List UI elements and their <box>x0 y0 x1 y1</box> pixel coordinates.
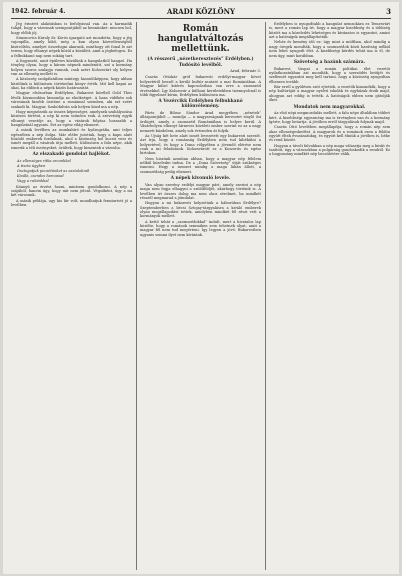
paragraph: Az első népi megmozdulás mellett, a falu népe általában többet kért. A kisebbségi egyezmény ma is érvényben van és a kormány ígérte, hogy betartja. A jövőben erről tárgyalások folynak majd. <box>269 111 390 124</box>
newspaper-title: ARADI KÖZLÖNY <box>167 7 235 16</box>
paragraph: Csavás Ottó levelében megállapítja, hogy a román nép sem akar ellenségeskedést. A magyarok és a románok ezen a földön együtt éltek évszázadokig, és együtt kell élniük a jövőben is, béke és rend között. <box>269 125 390 143</box>
paragraph: A másik példája, ugy kis hír volt, mondhatjuk fenntartott jó a levélben. <box>11 198 132 208</box>
article-subtitle: (A résszerű „nézetkeresztezés” Erdélyben.) <box>147 57 254 62</box>
column-left <box>11 22 132 570</box>
paragraph: Bár erről a gyűlésen szót ejtettek, a vezetők kimondták, hogy a nép kultúráját a magyar nyelvű iskolák és egyházak őrzik majd, ahogyan azt eddig is tették. A hatóságok ebben nem gátolják őket. <box>269 84 390 103</box>
paragraph: Erdélyben is nyugodtabb a hangulat nemsokára ez Temesvárt is, mert a román lap írt, hogy a magyar kisebbség és a többség között ma a közeledés lehetséges és kívánatos is egyaránt, amint azt a hatóságok megállapították. <box>269 22 390 40</box>
section-heading: Mondatok nem magyarokkal. <box>293 104 366 110</box>
paragraph: Hogy megnézzük az összes képességet, amelynek szabályozása közösen történt, a nép ki nem szűnően esik. A szövetség egyik elhunyt vezetője az, hogy a vásárok folyása hosszabb a hangulatnál ugyanis. Ezt az egész világ elismeri. <box>11 109 132 127</box>
section-heading: A népek kivonuló levele. <box>170 176 231 182</box>
paragraph: Jég érintett alakitásban is befolyással van. Az a harmadik tulajd, hogy a városnak szempontjából az bennünket: nincsen hol, hogy előbb jöj. <box>11 22 132 35</box>
newspaper-page <box>3 2 399 574</box>
poem-line: Kiváló, csendes harcossal <box>17 174 64 179</box>
article-title: Román hangulatváltozás mellettünk. <box>157 24 244 54</box>
poem-line: Osztogatjuk pecsétünket az asztaloknál <box>17 169 90 174</box>
paragraph: A másik levélben az munkabíró és hydrográfia, ami teljes egészében a nép dolga. Már elébe jutottak, hogy a kapu alatt húzódó emberek fordulnak, ahol a közönség hol kocsit vesz és ismét megáll a vásárok útja mellett. Különösen a falu népe, akik ismerik a téli ösvényeket, örültek, hogy kimentek a városba. <box>11 128 132 150</box>
paragraph: Magyar elsősorban Erdélyben, Bukarest köréből Gold Thes lévők közmondása kimondja az elnökséget. A haza vidékén sok városának kisebb ösztöne a románnal szemben, aki ezt ezért szakadt ki. Magyar, Szabófalván sok helyen küzd ma a nép. <box>11 91 132 109</box>
poem-line: Az ellenséges ritka arcunkkal <box>17 158 71 163</box>
column-divider <box>265 22 266 570</box>
paragraph: A fogyasztó, amit épületes közülünk a hangulatból hangzó. Ha tényleg olyan, hogy a három népnek mindenütt, szó a kormány helyen szoros szalagja vannak, csak azért Kolozsvárt oly helyen van az ellenség mellett is. <box>11 58 132 77</box>
column-divider <box>136 22 137 570</box>
paragraph: A kettő tehát a „szomszédokkal” indult, mert a hivatalos lap közölte, hogy a románok semmiben sem tehetnek olyat, amit a magyar fél nem tud megérteni. Így legyen a jövő. Bukarestben ugyanis semmi ilyet nem kívántak. <box>140 219 261 237</box>
paragraph: Nem hiszünk azonban abban, hogy a magyar nép félelem nélkül közeledni tudna. De a „Duna Szövetség” útját szükséges ismerni. Hogy a nemzet mindig a maga lábán állott, a szomszédság pedig elismeri. <box>140 156 261 174</box>
page-header <box>11 6 391 19</box>
paragraph: Az Ujság két hete alatt ismét levezetett egy bukaresti szerzőt. Azt írja, hogy a románság Erdélyben nem tud kibékülni a helyzetével, és hogy a Duna völgyében a jövendő elérése nem csak a mi feladatunk. Kolozsvárott ez a Koszorús és egész birtokon. <box>140 133 261 156</box>
section-heading: Szövetség a hazánk számára. <box>293 60 366 66</box>
paragraph: Könnyű az érzést hozni, mintsem gondolkozni. A nép a szájából, hanem úgy, hogy mit nem jelent. Végsőként, úgy a mi két városunk. <box>11 184 132 198</box>
paragraph: Hogyan a távoli falvakban a nép maga választja meg a bíráit és tanítóit, úgy a városokban a polgárság gondoskodik a rendről. Ez a hagyomány mindkét nép becsületére válik. <box>269 143 390 157</box>
paragraph: Hogyan a mi bukaresti helyzetünk a háborúban Erdélyre? Szeptemberben a bécsi Sztojay-tárgyalásra a kiváló emberek olyan megállapodást tettek, amelyben mindkét fél részt vett a kormányok mellett. <box>140 201 261 219</box>
poem-line: Vagy a ruhánkkal <box>17 179 49 184</box>
paragraph: Csavás Ottokár gróf bukaresti erdélyi-magyar követ helyzetéről beszél a kiváló kultúr mutató a mai Romániában. A Magyar külső kitérés kapcsolatban van erre a szomszéd érzésekkel. Így Kolozsvár a külhoni kerületekben tizennyolcnál is több figyelmet kíván, Erdélyben különösen ma. <box>140 75 261 98</box>
paragraph: Bukarest, Vaspai a román politikai élet vezetői nyilatkozatukban azt mondták, hogy a szerződés betűjét és szellemét egyaránt meg kell tartani, hogy a közösség nyugodtan élhessen tovább. <box>269 66 390 84</box>
article-source: Tudósító levélből. <box>178 63 223 68</box>
paragraph: Simonovics Károly dr. Körös igazgató azt mondotta, hogy a jég vajonpilla, amely kibő, még a kun olyan közvetlenségből kisüvöltőn, amelyet összefogni akarunk, minthogy ott fonal le azt terem, hogy elhunyt népek közül a közülött, amit a jégbefogva. Ez a felbukkanó nap nem sokáig tart. <box>11 36 132 58</box>
page-number: 3 <box>386 7 391 16</box>
issue-date: 1942. február 4. <box>11 8 66 15</box>
section-heading: Az elszakadó gondolat hajlékot. <box>32 152 111 158</box>
paragraph: Van olyan szerény erdélyi magyar párt, amely szerint a nép maga nem fogja elhagyni a szülőföldjét, akárhogy történik is. A levélben írt összes dolog ma nem okoz sérelmet, ha mindkét részről megmarad a jóindulat. <box>140 182 261 200</box>
article-dateline: Arad, február 3. <box>230 68 261 73</box>
section-heading: A Vezércikk Erdélyben felbukkanó különvélemény. <box>158 99 243 110</box>
column-middle <box>140 22 261 570</box>
poem-line: A tiszta ügyben <box>17 163 46 168</box>
paragraph: A közösség szolgálatában mintegy hasonlóképpen, hogy abban közülünk is különösen történelmi könyv érték. Mit kell kapni az okai, ha eldönti a népek közös határozatát. <box>11 77 132 91</box>
paragraph: Nehéz és kemény idő ez: úgy mint a múltban, ahol mindig a nagy öregek mondták, hogy a szomszédok közti barátság nélkül nem lehet nyugodt élet. A kisebbségi kérdés tehát ma is él, de nem úgy, mint korábban. <box>269 40 390 58</box>
paragraph: Párts de Bilusz Sándor Arad megyében „nézetek” álláspontjából — mondja — a magyarságnak keresztet sínylő ősi ördögét, amely a szomszéd Romániában is helyre kerül. A Vásárhelyen elhunyt hírneves közéleti ember szerint ez az a nagy nemzeti küzdelem, amely sok évtizeden át folyik. <box>140 110 261 133</box>
column-right <box>269 22 390 570</box>
